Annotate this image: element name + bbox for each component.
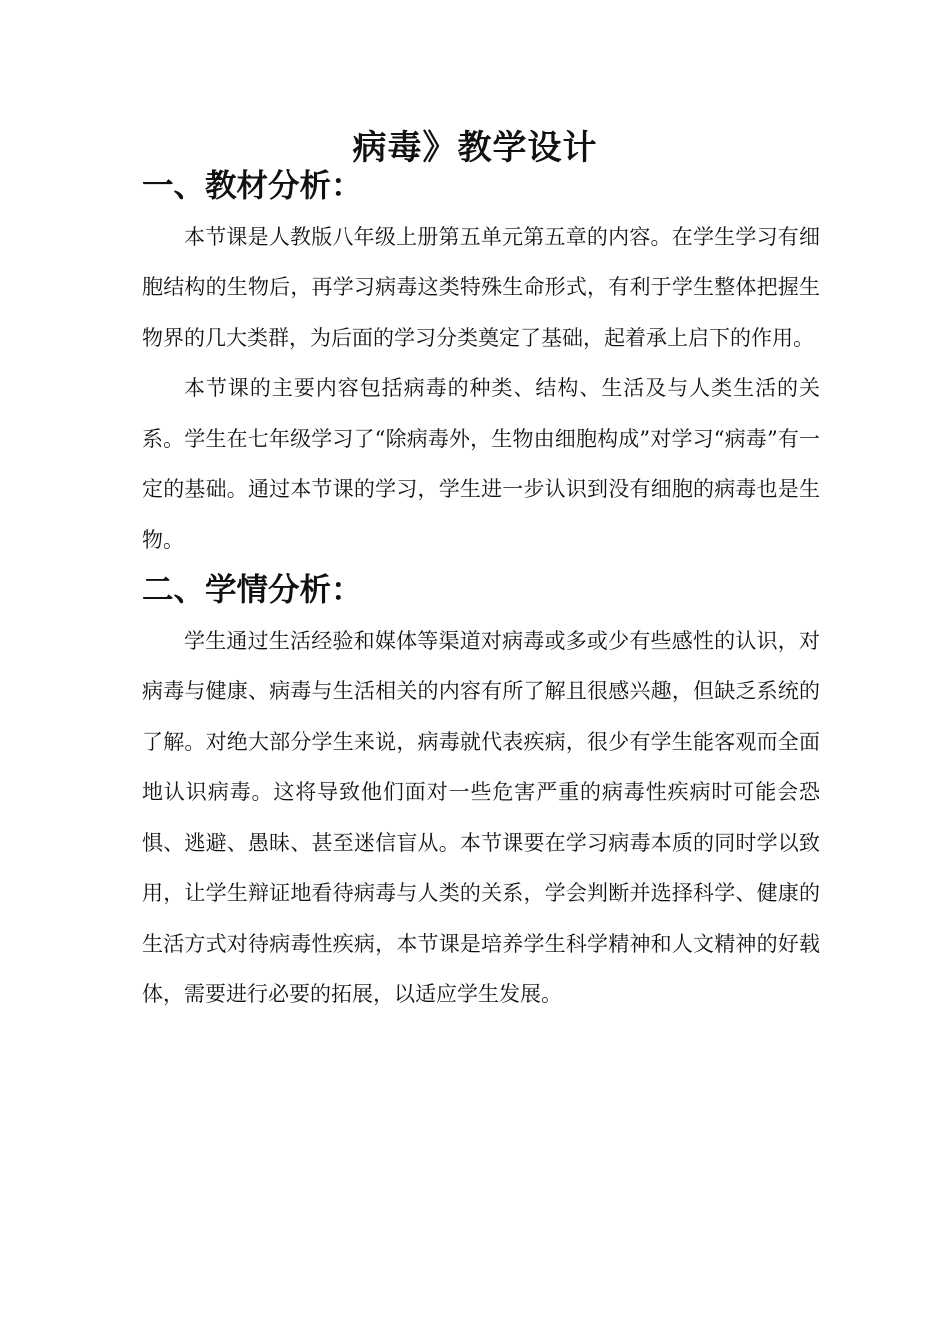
section-textbook-analysis [142,161,820,565]
document-title: 病毒》教学设计 [352,127,598,168]
paragraph: 学生通过生活经验和媒体等渠道对病毒或多或少有些感性的认识，对病毒与健康、病毒与生活相关的内容有所了解且很感兴趣，但缺乏系统的了解。对绝大部分学生来说，病毒就代表疾病，很少有学生能客观而全面地认识病毒。这将导致他们面对一些危害严重的病毒性疾病时可能会恐惧、逃避、愚昧、甚至迷信盲从。本节课要在学习病毒本质的同时学以致用，让学生辩证地看待病毒与人类的关系，学会判断并选择科学、健康的生活方式对待病毒性疾病，本节课是培养学生科学精神和人文精神的好载体，需要进行必要的拓展，以适应学生发展。 [142,628,820,1006]
paragraph: 本节课的主要内容包括病毒的种类、结构、生活及与人类生活的关系。学生在七年级学习了“除病毒外，生物由细胞构成”对学习“病毒”有一定的基础。通过本节课的学习，学生进一步认识到没有细胞的病毒也是生物。 [142,376,820,552]
section-heading: 一、教材分析： [142,167,363,204]
document-body [142,161,820,1020]
section-student-analysis [142,565,820,1020]
paragraph: 本节课是人教版八年级上册第五单元第五章的内容。在学生学习有细胞结构的生物后，再学习病毒这类特殊生命形式，有利于学生整体把握生物界的几大类群，为后面的学习分类奠定了基础，起着承上启下的作用。 [142,224,820,350]
section-heading: 二、学情分析： [142,571,363,608]
